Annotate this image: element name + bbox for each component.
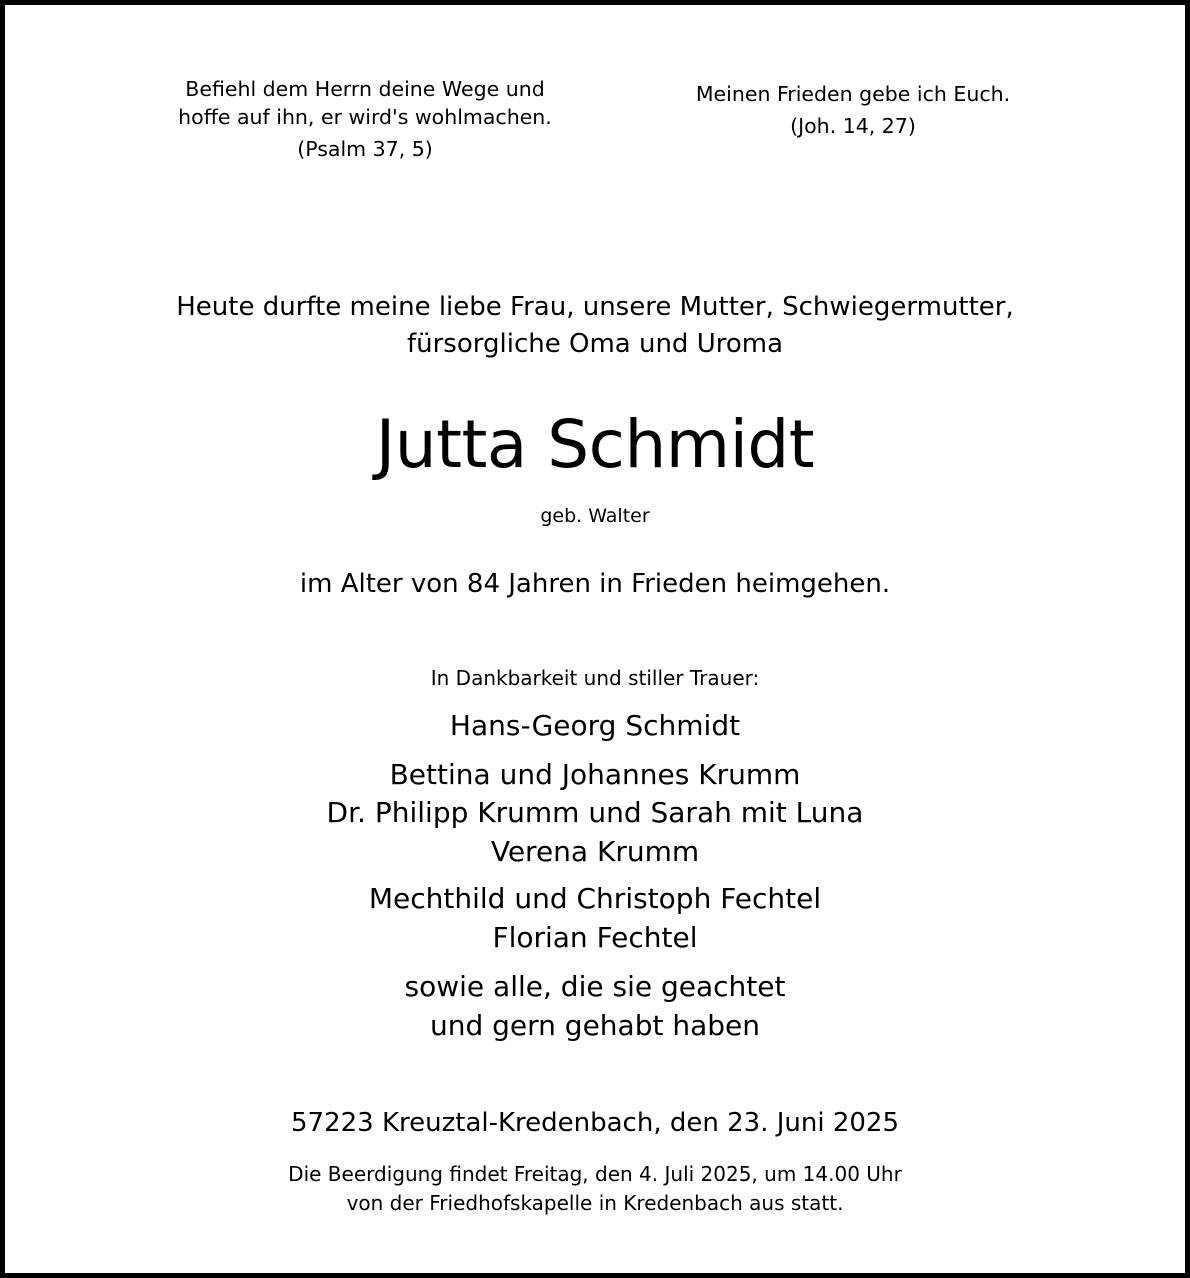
mourner-line: sowie alle, die sie geachtet: [404, 970, 786, 1003]
mourner-line: Mechthild und Christoph Fechtel: [368, 882, 822, 915]
mourner-line: Dr. Philipp Krumm und Sarah mit Luna: [326, 796, 864, 829]
mourners-heading: In Dankbarkeit und stiller Trauer:: [430, 666, 760, 690]
funeral-info-line: von der Friedhofskapelle in Kredenbach aus statt.: [346, 1191, 844, 1215]
age-statement: im Alter von 84 Jahren in Frieden heimgehen.: [299, 569, 891, 599]
mourner-line: und gern gehabt haben: [429, 1009, 761, 1042]
deceased-name: Jutta Schmidt: [375, 406, 815, 483]
john-verse: [633, 80, 1073, 140]
psalm-reference: (Psalm 37, 5): [297, 137, 433, 161]
mourner-spouse: Hans-Georg Schmidt: [449, 709, 741, 742]
psalm-verse-line: hoffe auf ihn, er wird's wohlmachen.: [178, 105, 552, 129]
john-reference: (Joh. 14, 27): [790, 114, 916, 138]
funeral-info-line: Die Beerdigung findet Freitag, den 4. Juli 2025, um 14.00 Uhr: [288, 1162, 902, 1186]
john-verse-line: Meinen Frieden gebe ich Euch.: [695, 82, 1011, 106]
psalm-verse-line: Befiehl dem Herrn deine Wege und: [185, 77, 545, 101]
intro-line: Heute durfte meine liebe Frau, unsere Mutter, Schwiegermutter,: [176, 292, 1014, 322]
birth-name: geb. Walter: [540, 505, 650, 527]
mourner-line: Bettina und Johannes Krumm: [389, 758, 801, 791]
mourner-line: Florian Fechtel: [492, 921, 698, 954]
psalm-verse: [145, 75, 585, 163]
mourner-line: Verena Krumm: [490, 835, 700, 868]
place-and-date: 57223 Kreuztal-Kredenbach, den 23. Juni 2025: [290, 1108, 900, 1138]
intro-line: fürsorgliche Oma und Uroma: [406, 329, 784, 359]
